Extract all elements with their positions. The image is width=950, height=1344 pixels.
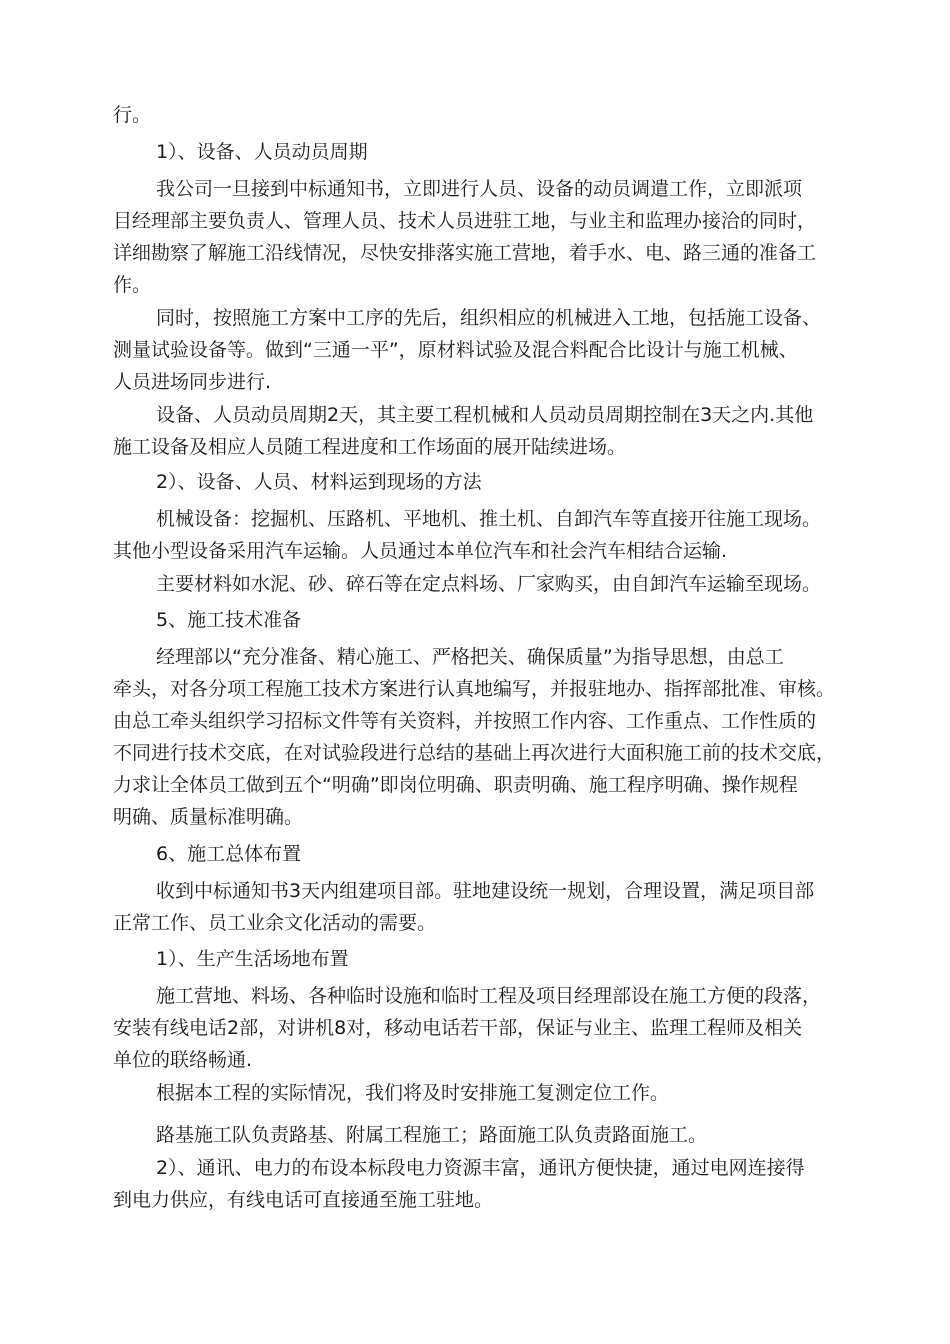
paragraph-line: 不同进行技术交底，在对试验段进行总结的基础上再次进行大面积施工前的技术交底，	[113, 742, 836, 764]
paragraph-line: 同时，按照施工方案中工序的先后，组织相应的机械进入工地，包括施工设备、	[156, 307, 822, 329]
paragraph-line: 单位的联络畅通.	[113, 1049, 253, 1071]
paragraph-line: 牵头，对各分项工程施工技术方案进行认真地编写，并报驻地办、指挥部批准、审核。	[113, 678, 836, 700]
paragraph-line: 施工营地、料场、各种临时设施和临时工程及项目经理部设在施工方便的段落，	[156, 985, 822, 1007]
section-heading: 5、施工技术准备	[156, 609, 302, 631]
paragraph-line: 人员进场同步进行.	[113, 371, 272, 393]
paragraph-line: 力求让全体员工做到五个“明确”即岗位明确、职责明确、施工程序明确、操作规程	[113, 774, 798, 796]
paragraph-line: 明确、质量标准明确。	[113, 806, 304, 828]
section-heading: 2）、设备、人员、材料运到现场的方法	[156, 471, 482, 493]
paragraph-line: 我公司一旦接到中标通知书，立即进行人员、设备的动员调遣工作，立即派项	[156, 178, 803, 200]
paragraph-line: 路基施工队负责路基、附属工程施工；路面施工队负责路面施工。	[156, 1124, 708, 1146]
paragraph-line: 行。	[113, 104, 152, 126]
section-heading: 1）、生产生活场地布置	[156, 948, 349, 970]
paragraph-line: 测量试验设备等。做到“三通一平”，原材料试验及混合料配合比设计与施工机械、	[113, 339, 798, 361]
paragraph-line: 正常工作、员工业余文化活动的需要。	[113, 912, 437, 934]
paragraph-line: 安装有线电话2部，对讲机8对，移动电话若干部，保证与业主、监理工程师及相关	[113, 1017, 803, 1039]
paragraph-line: 其他小型设备采用汽车运输。人员通过本单位汽车和社会汽车相结合运输.	[113, 540, 728, 562]
paragraph-line: 设备、人员动员周期2天，其主要工程机械和人员动员周期控制在3天之内.其他	[156, 404, 814, 426]
paragraph-line: 施工设备及相应人员随工程进度和工作场面的展开陆续进场。	[113, 436, 627, 458]
paragraph-line: 机械设备：挖掘机、压路机、平地机、推土机、自卸汽车等直接开往施工现场。	[156, 508, 822, 530]
paragraph-line: 主要材料如水泥、砂、碎石等在定点料场、厂家购买，由自卸汽车运输至现场。	[156, 573, 822, 595]
paragraph-line: 目经理部主要负责人、管理人员、技术人员进驻工地，与业主和监理办接洽的同时，	[113, 210, 817, 232]
paragraph-line: 根据本工程的实际情况，我们将及时安排施工复测定位工作。	[156, 1082, 670, 1104]
paragraph-line: 作。	[113, 274, 152, 296]
section-heading: 1）、设备、人员动员周期	[156, 141, 368, 163]
paragraph-line: 收到中标通知书3天内组建项目部。驻地建设统一规划，合理设置，满足项目部	[156, 880, 815, 902]
paragraph-line: 经理部以“充分准备、精心施工、严格把关、确保质量”为指导思想，由总工	[156, 646, 784, 668]
paragraph-line: 详细勘察了解施工沿线情况，尽快安排落实施工营地，着手水、电、路三通的准备工	[113, 242, 817, 264]
section-heading: 2）、通讯、电力的布设本标段电力资源丰富，通讯方便快捷，通过电网连接得	[156, 1157, 805, 1179]
paragraph-line: 由总工牵头组织学习招标文件等有关资料，并按照工作内容、工作重点、工作性质的	[113, 710, 817, 732]
section-heading: 6、施工总体布置	[156, 843, 302, 865]
paragraph-line: 到电力供应，有线电话可直接通至施工驻地。	[113, 1189, 494, 1211]
